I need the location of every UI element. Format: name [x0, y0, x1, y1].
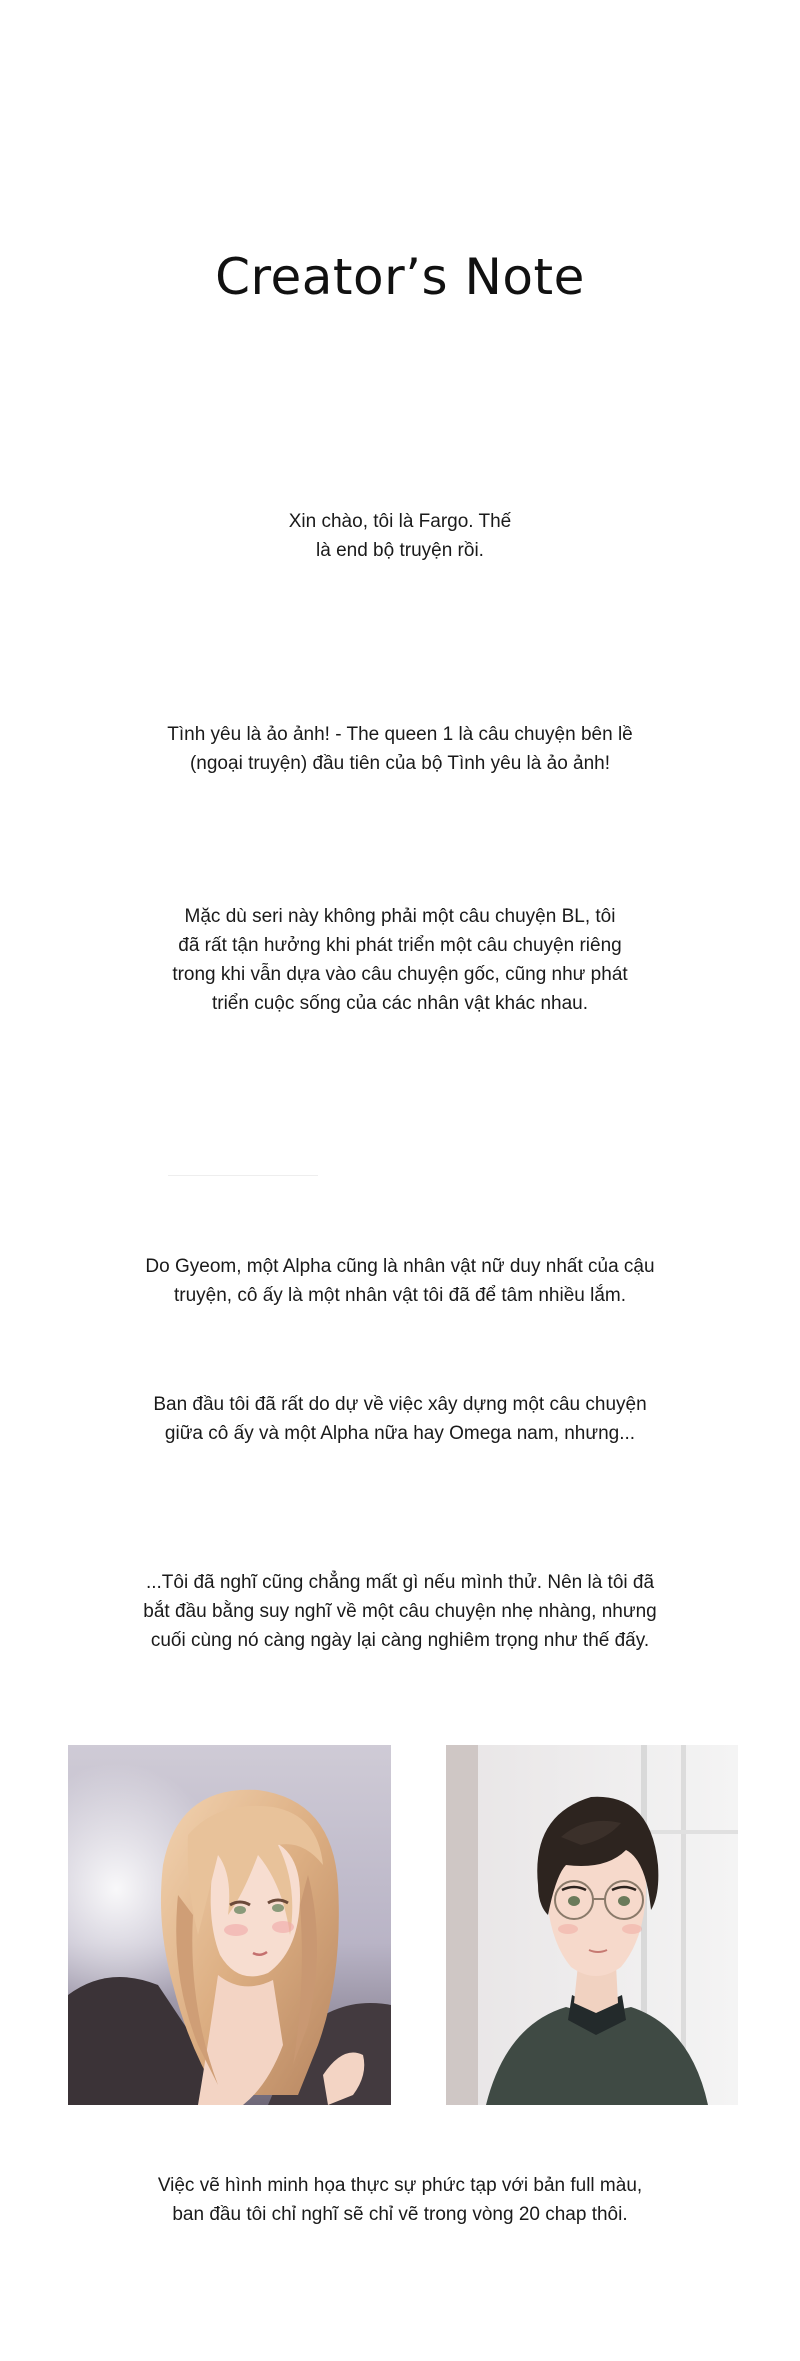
page-title: Creator’s Note	[215, 248, 585, 306]
note-line: Do Gyeom, một Alpha cũng là nhân vật nữ duy nhất của cậu	[145, 1256, 655, 1277]
note-line: triển cuộc sống của các nhân vật khác nhau.	[211, 993, 589, 1014]
note-paragraph-2	[0, 720, 800, 778]
note-line: cuối cùng nó càng ngày lại càng nghiêm trọng như thế đấy.	[150, 1630, 650, 1651]
note-line: ...Tôi đã nghĩ cũng chẳng mất gì nếu mình thử. Nên là tôi đã	[145, 1572, 655, 1593]
note-line: Tình yêu là ảo ảnh! - The queen 1 là câu chuyện bên lề	[167, 724, 633, 745]
note-line: Ban đầu tôi đã rất do dự về việc xây dựng một câu chuyện	[153, 1394, 647, 1415]
note-paragraph-1	[0, 507, 800, 565]
note-line: Mặc dù seri này không phải một câu chuyện BL, tôi	[184, 906, 616, 927]
note-paragraph-4	[0, 1252, 800, 1310]
illustration-blonde-woman	[68, 1745, 391, 2105]
note-line: Xin chào, tôi là Fargo. Thế	[288, 511, 512, 532]
note-paragraph-6	[0, 1568, 800, 1655]
illustration-boy-with-glasses	[446, 1745, 738, 2105]
note-line: đã rất tận hưởng khi phát triển một câu chuyện riêng	[178, 935, 622, 956]
note-line: giữa cô ấy và một Alpha nữa hay Omega nam, nhưng...	[164, 1423, 636, 1444]
note-line: ban đầu tôi chỉ nghĩ sẽ chỉ vẽ trong vòng 20 chap thôi.	[172, 2204, 628, 2225]
note-line: (ngoại truyện) đầu tiên của bộ Tình yêu là ảo ảnh!	[189, 753, 611, 774]
divider	[168, 1175, 318, 1176]
note-line: bắt đầu bằng suy nghĩ về một câu chuyện nhẹ nhàng, nhưng	[143, 1601, 657, 1622]
note-line: trong khi vẫn dựa vào câu chuyện gốc, cũng như phát	[172, 964, 628, 985]
note-paragraph-7	[0, 2171, 800, 2229]
note-line: là end bộ truyện rồi.	[316, 540, 484, 561]
note-line: Việc vẽ hình minh họa thực sự phức tạp với bản full màu,	[157, 2175, 643, 2196]
note-paragraph-3	[0, 902, 800, 1018]
note-paragraph-5	[0, 1390, 800, 1448]
note-line: truyện, cô ấy là một nhân vật tôi đã để tâm nhiều lắm.	[173, 1285, 627, 1306]
